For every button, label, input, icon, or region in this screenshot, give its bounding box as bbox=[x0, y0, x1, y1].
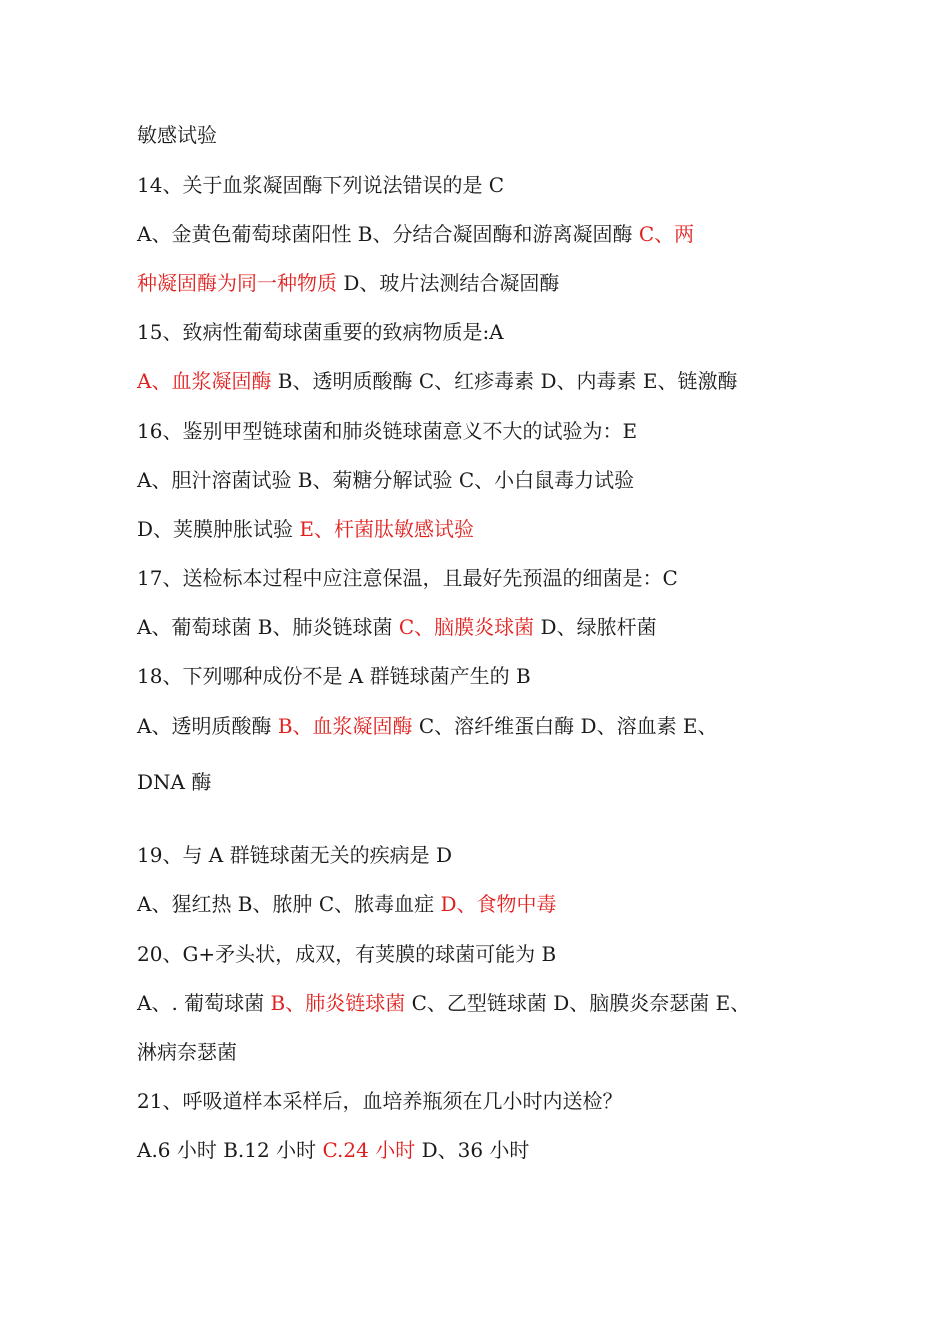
answer-highlight: E、杆菌肽敏感试验 bbox=[299, 517, 475, 541]
options-16-line1 bbox=[137, 466, 634, 494]
text-run: D、玻片法测结合凝固酶 bbox=[337, 271, 560, 295]
text-run: 19、与 A 群链球菌无关的疾病是 D bbox=[137, 843, 452, 867]
options-16-line2 bbox=[137, 515, 474, 543]
options-20-line1 bbox=[137, 989, 750, 1017]
answer-highlight: B、肺炎链球菌 bbox=[270, 991, 406, 1015]
question-21 bbox=[137, 1087, 622, 1115]
text-run: 18、下列哪种成份不是 A 群链球菌产生的 B bbox=[137, 664, 531, 688]
question-20 bbox=[137, 940, 556, 968]
options-19 bbox=[137, 890, 557, 918]
question-16 bbox=[137, 417, 637, 445]
question-14 bbox=[137, 171, 504, 199]
answer-highlight: C、两 bbox=[638, 222, 695, 246]
text-run: A、猩红热 B、脓肿 C、脓毒血症 bbox=[137, 892, 441, 916]
options-14-line1 bbox=[137, 220, 694, 248]
text-run: D、绿脓杆菌 bbox=[534, 615, 657, 639]
text-run: 17、送检标本过程中应注意保温，且最好先预温的细菌是：C bbox=[137, 566, 678, 590]
text-run: 15、致病性葡萄球菌重要的致病物质是:A bbox=[137, 320, 504, 344]
text-run: DNA 酶 bbox=[137, 770, 212, 794]
question-17 bbox=[137, 564, 678, 592]
text-run: 敏感试验 bbox=[137, 123, 217, 147]
options-20-line2 bbox=[137, 1038, 237, 1066]
text-run: A、透明质酸酶 bbox=[137, 714, 278, 738]
options-18-line1 bbox=[137, 712, 718, 740]
question-19 bbox=[137, 841, 452, 869]
options-17 bbox=[137, 613, 657, 641]
answer-highlight: B、血浆凝固酶 bbox=[277, 714, 413, 738]
options-18-line2 bbox=[137, 768, 211, 796]
text-run: B、透明质酸酶 C、红疹毒素 D、内毒素 E、链激酶 bbox=[271, 369, 738, 393]
text-run: A.6 小时 B.12 小时 bbox=[137, 1138, 323, 1162]
text-run: C、溶纤维蛋白酶 D、溶血素 E、 bbox=[412, 714, 718, 738]
text-line bbox=[137, 121, 217, 149]
text-run: 20、G+矛头状，成双，有荚膜的球菌可能为 B bbox=[137, 942, 557, 966]
text-run: A、葡萄球菌 B、肺炎链球菌 bbox=[137, 615, 399, 639]
text-run: 淋病奈瑟菌 bbox=[137, 1040, 237, 1064]
text-run: 14、关于血浆凝固酶下列说法错误的是 C bbox=[137, 173, 505, 197]
answer-highlight: 种凝固酶为同一种物质 bbox=[137, 271, 337, 295]
text-run: A、. 葡萄球菌 bbox=[137, 991, 271, 1015]
answer-highlight: A、血浆凝固酶 bbox=[137, 369, 272, 393]
text-run: 21、呼吸道样本采样后，血培养瓶须在几小时内送检？ bbox=[137, 1089, 623, 1113]
answer-highlight: C、脑膜炎球菌 bbox=[398, 615, 535, 639]
question-18 bbox=[137, 662, 531, 690]
options-21 bbox=[137, 1136, 529, 1164]
answer-highlight: C.24 小时 bbox=[322, 1138, 416, 1162]
options-14-line2 bbox=[137, 269, 559, 297]
text-run: A、金黄色葡萄球菌阳性 B、分结合凝固酶和游离凝固酶 bbox=[137, 222, 639, 246]
text-run: D、36 小时 bbox=[415, 1138, 530, 1162]
options-15 bbox=[137, 367, 738, 395]
answer-highlight: D、食物中毒 bbox=[440, 892, 557, 916]
question-15 bbox=[137, 318, 504, 346]
text-run: 16、鉴别甲型链球菌和肺炎链球菌意义不大的试验为：E bbox=[137, 419, 638, 443]
text-run: D、荚膜肿胀试验 bbox=[137, 517, 300, 541]
text-run: A、胆汁溶菌试验 B、菊糖分解试验 C、小白鼠毒力试验 bbox=[137, 468, 635, 492]
text-run: C、乙型链球菌 D、脑膜炎奈瑟菌 E、 bbox=[405, 991, 751, 1015]
